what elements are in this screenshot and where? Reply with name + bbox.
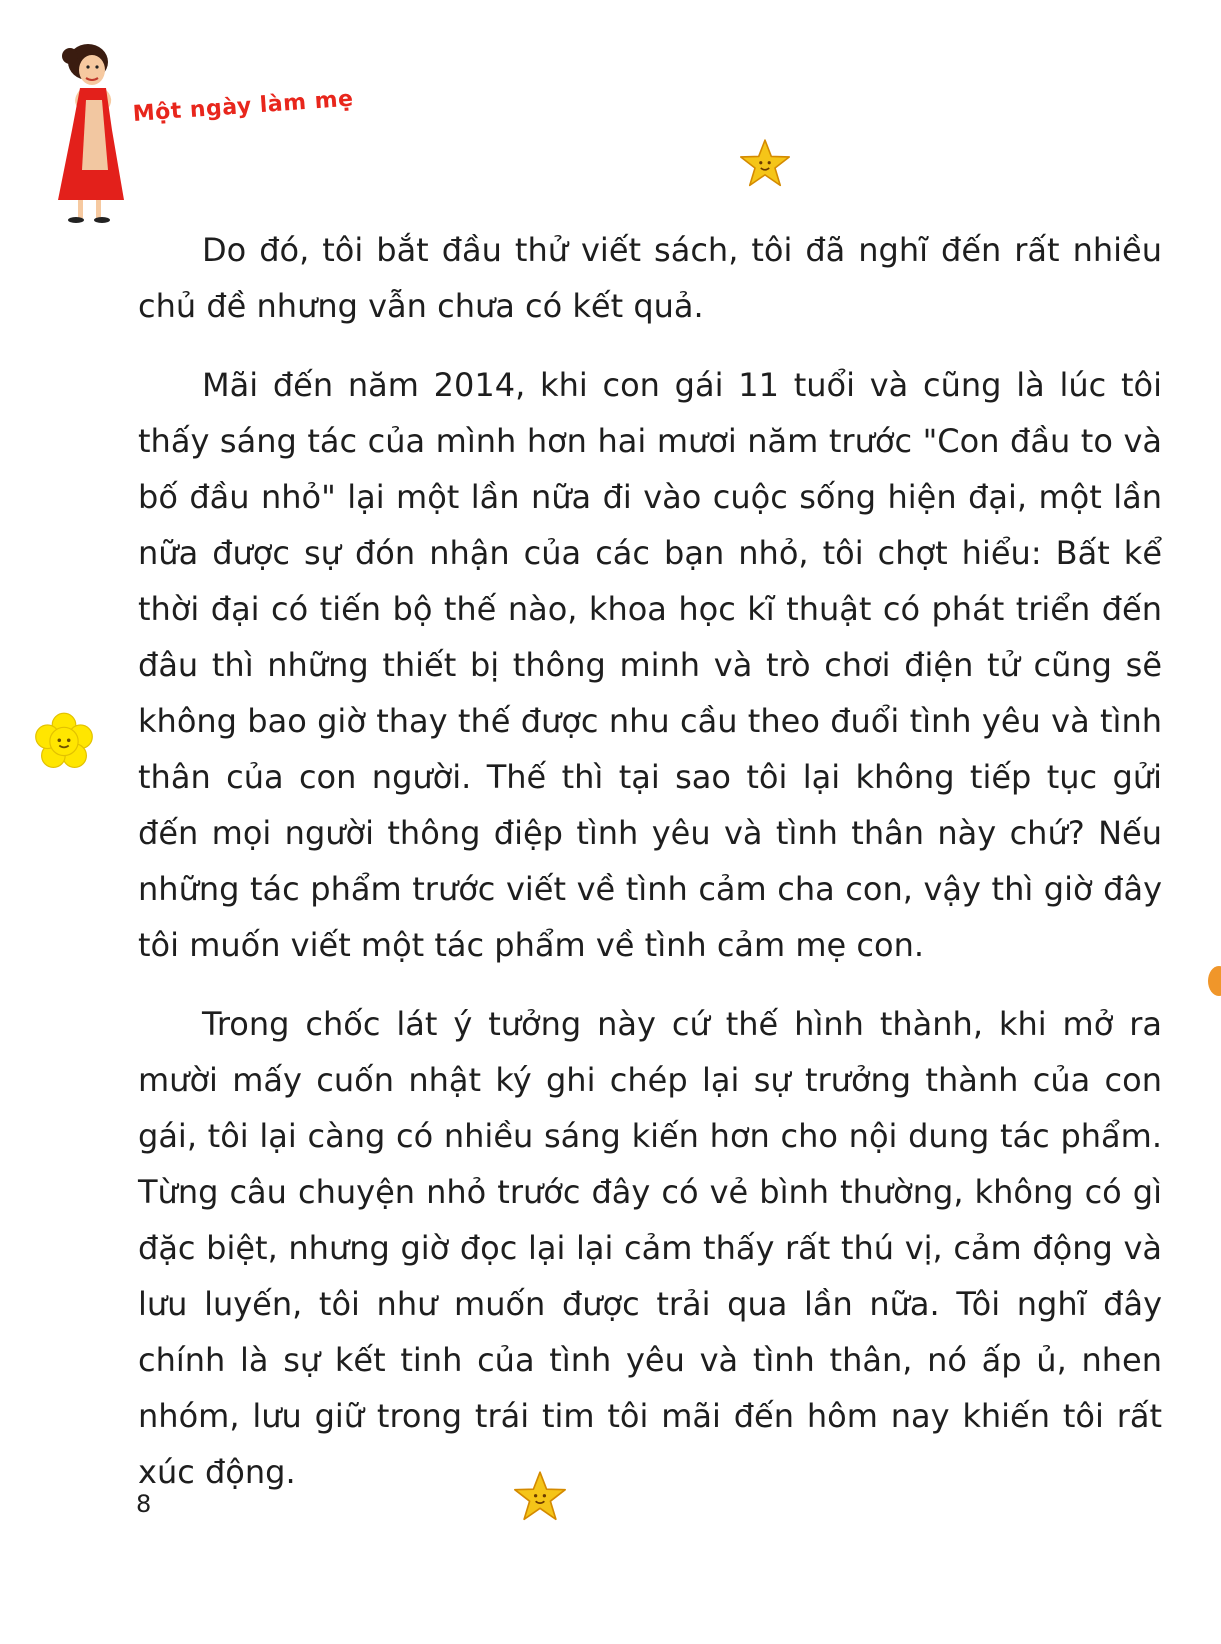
paragraph: Trong chốc lát ý tưởng này cứ thế hình thành, khi mở ra mười mấy cuốn nhật ký ghi chép lại sự trưởng thành của con gái, tôi lại càng có nhiều sáng kiến hơn cho nội dung tác phẩm. Từng câu chuyện nhỏ trước đây có vẻ bình thường, không có gì đặc biệt, nhưng giờ đọc lại lại cảm thấy rất thú vị, cảm động và lưu luyến, tôi như muốn được trải qua lần nữa. Tôi nghĩ đây chính là sự kết tinh của tình yêu và tình thân, nó ấp ủ, nhen nhóm, lưu giữ trong trái tim tôi mãi đến hôm nay khiến tôi rất xúc động. <box>138 1005 1162 1491</box>
body-text <box>138 222 1162 1523</box>
running-header-title: Một ngày làm mẹ <box>132 86 355 127</box>
mother-figure-icon <box>52 40 130 230</box>
paragraph: Mãi đến năm 2014, khi con gái 11 tuổi và cũng là lúc tôi thấy sáng tác của mình hơn hai mươi năm trước "Con đầu to và bố đầu nhỏ" lại một lần nữa đi vào cuộc sống hiện đại, một lần nữa được sự đón nhận của các bạn nhỏ, tôi chợt hiểu: Bất kể thời đại có tiến bộ thế nào, khoa học kĩ thuật có phát triển đến đâu thì những thiết bị thông minh và trò chơi điện tử cũng sẽ không bao giờ thay thế được nhu cầu theo đuổi tình yêu và tình thân của con người. Thế thì tại sao tôi lại không tiếp tục gửi đến mọi người thông điệp tình yêu và tình thân này chứ? Nếu những tác phẩm trước viết về tình cảm cha con, vậy thì giờ đây tôi muốn viết một tác phẩm về tình cảm mẹ con. <box>138 366 1162 964</box>
smiling-star-icon <box>512 1470 568 1522</box>
paragraph: Do đó, tôi bắt đầu thử viết sách, tôi đã nghĩ đến rất nhiều chủ đề nhưng vẫn chưa có kết quả. <box>138 231 1162 325</box>
smiling-star-icon <box>738 138 792 188</box>
edge-decoration <box>1208 966 1221 996</box>
smiling-flower-icon <box>34 712 94 768</box>
page-number: 8 <box>136 1490 152 1518</box>
